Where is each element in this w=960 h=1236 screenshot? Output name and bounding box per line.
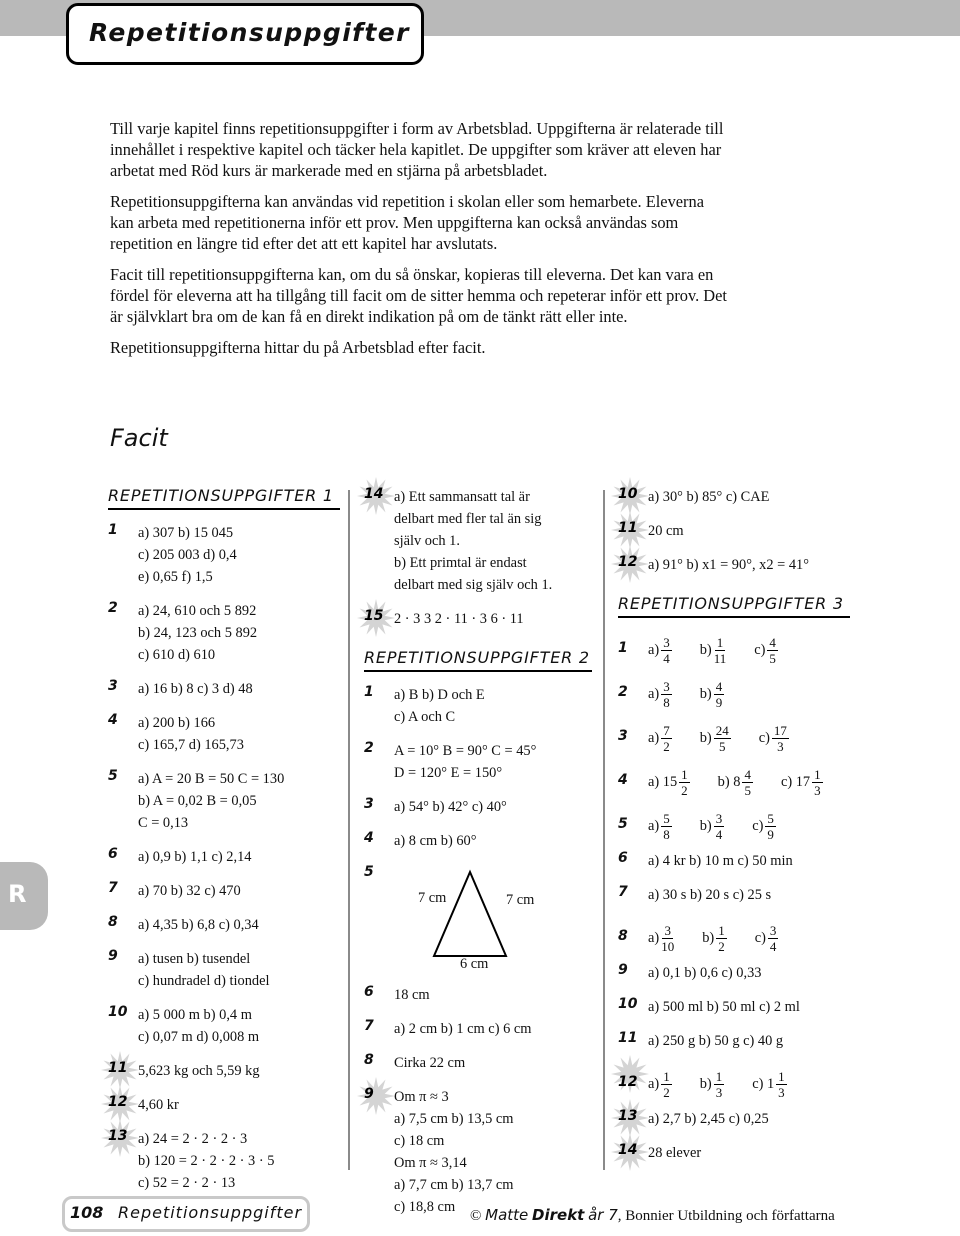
triangle-side-label: 7 cm	[506, 892, 535, 908]
answer-number: 8	[108, 914, 118, 930]
answer-number: 6	[108, 846, 118, 862]
answers-column-1	[108, 486, 340, 1206]
answer-item	[618, 554, 850, 576]
answer-line: e) 0,65 f) 1,5	[138, 569, 213, 585]
answer-item	[364, 796, 592, 818]
fraction	[765, 811, 776, 842]
answer-item	[618, 718, 850, 758]
answer-number: 4	[108, 712, 118, 728]
answer-line: 18 cm	[394, 987, 430, 1003]
numerator: 24	[715, 723, 729, 739]
answer-part-label: c)	[754, 930, 766, 946]
answer-line: a) 70 b) 32 c) 470	[138, 883, 241, 899]
numerator: 17	[773, 723, 787, 739]
answer-number: 12	[108, 1094, 128, 1110]
triangle-side-label: 7 cm	[418, 890, 447, 906]
answer-part-label: a) 15	[648, 774, 678, 790]
denominator: 3	[814, 783, 821, 799]
answer-line: a) 24 = 2 · 2 · 2 · 3	[138, 1131, 248, 1147]
answer-line: a) 307 b) 15 045	[138, 525, 234, 541]
answer-part-label: a)	[648, 818, 660, 834]
answer-number: 2	[364, 740, 374, 756]
page-title: Repetitionsuppgifter	[89, 18, 410, 47]
answer-number: 1	[364, 684, 374, 700]
answer-line: c) 205 003 d) 0,4	[138, 547, 237, 563]
answer-item	[108, 768, 340, 834]
answer-number: 15	[364, 608, 384, 624]
intro-paragraph: Repetitionsuppgifterna hittar du på Arbetsblad efter facit.	[110, 338, 486, 357]
answer-number: 10	[108, 1004, 128, 1020]
answer-number: 1	[108, 522, 118, 538]
answer-item	[618, 630, 850, 670]
denominator: 4	[715, 827, 723, 843]
fraction	[661, 1069, 672, 1100]
denominator: 5	[769, 651, 776, 667]
answer-item	[364, 830, 592, 852]
answer-line: a) 91° b) x1 = 90°, x2 = 41°	[648, 557, 809, 573]
section-heading: REPETITIONSUPPGIFTER 3	[618, 594, 850, 618]
denominator: 5	[744, 783, 751, 799]
answer-item	[108, 678, 340, 700]
answer-item	[618, 884, 850, 906]
answer-number: 3	[364, 796, 374, 812]
answer-number: 9	[618, 962, 628, 978]
answer-number: 7	[364, 1018, 374, 1034]
answer-item	[618, 1142, 850, 1164]
answer-line	[648, 1064, 850, 1104]
numerator: 1	[716, 635, 724, 651]
fraction	[742, 767, 753, 798]
answer-number: 3	[108, 678, 118, 694]
answer-line: a) 16 b) 8 c) 3 d) 48	[138, 681, 253, 697]
answer-item	[364, 486, 592, 596]
numerator: 3	[663, 635, 670, 651]
answer-part-label: a)	[648, 730, 660, 746]
answer-item	[618, 674, 850, 714]
answer-item	[618, 1108, 850, 1130]
answer-number: 2	[618, 684, 628, 700]
answer-line: a) 30 s b) 20 s c) 25 s	[648, 887, 772, 903]
answer-line: a) Ett sammansatt tal är	[394, 489, 530, 505]
copyright-symbol: ©	[470, 1208, 482, 1224]
footer-credit	[470, 1206, 835, 1225]
section-heading: REPETITIONSUPPGIFTER 1	[108, 486, 340, 510]
answer-item	[364, 684, 592, 728]
answer-line: 28 elever	[648, 1145, 702, 1161]
denominator: 10	[661, 939, 675, 955]
answer-line: a) 24, 610 och 5 892	[138, 603, 257, 619]
section-heading: REPETITIONSUPPGIFTER 2	[364, 648, 592, 672]
answer-item	[618, 806, 850, 846]
answer-line	[648, 806, 850, 846]
answer-item	[618, 762, 850, 802]
numerator: 1	[718, 923, 725, 939]
numerator: 7	[663, 723, 670, 739]
answer-line: Om π ≈ 3,14	[394, 1155, 467, 1171]
page-title-box	[66, 3, 424, 65]
fraction	[772, 723, 789, 754]
answer-line: a) 54° b) 42° c) 40°	[394, 799, 507, 815]
answer-item	[618, 996, 850, 1018]
answer-number: 8	[364, 1052, 374, 1068]
numerator: 3	[664, 923, 671, 939]
answer-number: 11	[618, 520, 638, 536]
answer-line	[648, 762, 850, 802]
answer-part-label: b)	[699, 642, 712, 658]
numerator: 5	[767, 811, 774, 827]
answer-item	[364, 1086, 592, 1218]
page-number: 108	[70, 1203, 104, 1222]
answer-line: a) 30° b) 85° c) CAE	[648, 489, 770, 505]
answer-item	[108, 1094, 340, 1116]
answer-number: 4	[618, 772, 628, 788]
denominator: 3	[777, 739, 784, 755]
answer-line: c) 18,8 cm	[394, 1199, 456, 1215]
fraction	[812, 767, 823, 798]
answers-column-3	[618, 486, 850, 1176]
answer-line: 5,623 kg och 5,59 kg	[138, 1063, 260, 1079]
answer-item	[618, 1030, 850, 1052]
answer-line: själv och 1.	[394, 533, 460, 549]
denominator: 8	[663, 695, 670, 711]
answer-line: 2 · 3 3 2 · 11 · 3 6 · 11	[394, 611, 524, 627]
answer-line: delbart med sig själv och 1.	[394, 577, 553, 593]
answer-line: c) hundradel d) tiondel	[138, 973, 270, 989]
answer-item	[618, 918, 850, 958]
answer-number: 12	[618, 554, 638, 570]
triangle-side-label: 6 cm	[460, 956, 489, 972]
column-divider	[603, 490, 605, 1170]
answer-line	[648, 630, 850, 670]
fraction	[716, 923, 727, 954]
answer-part-label: c)	[754, 642, 766, 658]
answer-line: a) 4,35 b) 6,8 c) 0,34	[138, 917, 259, 933]
answer-item	[618, 486, 850, 508]
denominator: 3	[778, 1085, 785, 1101]
triangle-figure	[364, 864, 592, 976]
denominator: 2	[663, 739, 670, 755]
answer-part-label: c)	[752, 818, 764, 834]
intro-paragraph: Till varje kapitel finns repetitionsuppgifter i form av Arbetsblad. Uppgifterna är relaterade till innehållet i respektive kapitel och täcker hela kapitlet. De uppgifter som kräver att eleven har arbetat med Röd kurs är markerade med en stjärna på arbetsbladet.	[110, 119, 724, 180]
answer-part-label: c) 1	[752, 1076, 775, 1092]
answer-line: delbart med fler tal än sig	[394, 511, 542, 527]
answer-line: D = 120° E = 150°	[394, 765, 503, 781]
numerator: 1	[663, 1069, 670, 1085]
numerator: 3	[663, 679, 670, 695]
answer-line: b) 24, 123 och 5 892	[138, 625, 258, 641]
numerator: 3	[769, 923, 777, 939]
numerator: 1	[778, 1069, 785, 1085]
answer-number: 5	[618, 816, 628, 832]
answer-line: a) 250 g b) 50 g c) 40 g	[648, 1033, 784, 1049]
book-title-c: år 7	[588, 1206, 618, 1224]
numerator: 4	[715, 679, 723, 695]
denominator: 3	[715, 1085, 723, 1101]
answer-line: a) tusen b) tusendel	[138, 951, 251, 967]
answers-column-2	[364, 486, 592, 1230]
answer-part-label: a)	[648, 686, 660, 702]
denominator: 5	[718, 739, 726, 755]
answer-part-label: b)	[699, 818, 712, 834]
numerator: 1	[681, 767, 688, 783]
answer-number: 6	[618, 850, 628, 866]
answer-line	[648, 918, 850, 958]
fraction	[714, 723, 731, 754]
answer-number: 13	[618, 1108, 638, 1124]
answer-item	[364, 1018, 592, 1040]
answer-line: a) 2,7 b) 2,45 c) 0,25	[648, 1111, 769, 1127]
answer-number: 8	[618, 928, 628, 944]
answer-item	[364, 608, 592, 630]
answer-line: a) 5 000 m b) 0,4 m	[138, 1007, 252, 1023]
answer-item	[618, 1064, 850, 1104]
answer-number: 13	[108, 1128, 128, 1144]
answer-line: 4,60 kr	[138, 1097, 179, 1113]
answer-line: Cirka 22 cm	[394, 1055, 466, 1071]
answer-number: 3	[618, 728, 628, 744]
denominator: 8	[663, 827, 670, 843]
answer-part-label: c)	[758, 730, 770, 746]
denominator: 9	[767, 827, 774, 843]
denominator: 9	[715, 695, 723, 711]
answer-line: a) 8 cm b) 60°	[394, 833, 477, 849]
answer-line: a) B b) D och E	[394, 687, 485, 703]
book-title-a: Matte	[485, 1206, 529, 1224]
answer-line: c) 18 cm	[394, 1133, 445, 1149]
answer-item	[108, 846, 340, 868]
numerator: 3	[715, 811, 723, 827]
fraction	[679, 767, 690, 798]
answer-item	[364, 1052, 592, 1074]
answer-line: c) 165,7 d) 165,73	[138, 737, 244, 753]
answer-part-label: b)	[699, 686, 712, 702]
answer-part-label: b) 8	[717, 774, 741, 790]
answer-number: 7	[108, 880, 118, 896]
facit-heading: Facit	[110, 424, 168, 452]
answer-number: 14	[364, 486, 384, 502]
answer-line: b) Ett primtal är endast	[394, 555, 527, 571]
answer-part-label: c) 17	[780, 774, 811, 790]
answer-line: a) 500 ml b) 50 ml c) 2 ml	[648, 999, 800, 1015]
denominator: 4	[769, 939, 777, 955]
answer-number: 11	[618, 1030, 638, 1046]
answer-item	[108, 1128, 340, 1194]
answer-part-label: a)	[648, 930, 660, 946]
red-course-tab	[0, 862, 48, 930]
answer-line: a) A = 20 B = 50 C = 130	[138, 771, 285, 787]
fraction	[714, 1069, 725, 1100]
answer-item	[618, 962, 850, 984]
answer-part-label: a)	[648, 1076, 660, 1092]
answer-number: 11	[108, 1060, 128, 1076]
answer-number: 14	[618, 1142, 638, 1158]
answer-item	[108, 600, 340, 666]
book-title-b: Direkt	[532, 1206, 585, 1224]
numerator: 1	[814, 767, 821, 783]
footer-title: Repetitionsuppgifter	[118, 1203, 303, 1222]
fraction	[661, 811, 672, 842]
answer-line: a) 4 kr b) 10 m c) 50 min	[648, 853, 793, 869]
numerator: 4	[744, 767, 751, 783]
fraction	[714, 635, 727, 666]
fraction	[776, 1069, 787, 1100]
answer-line	[648, 674, 850, 714]
intro-paragraph: Facit till repetitionsuppgifterna kan, om du så önskar, kopieras till eleverna. Det kan vara en fördel för eleverna att ha tillgång till facit om de sitter hemma och repeterar inför ett prov. Det är självklart bra om de kan få en direkt indikation på om de tänkt rätt eller inte.	[110, 265, 727, 326]
answer-line: 20 cm	[648, 523, 684, 539]
answer-line: c) A och C	[394, 709, 456, 725]
answer-item	[618, 520, 850, 542]
answer-line	[648, 718, 850, 758]
answer-item	[108, 948, 340, 992]
triangle-diagram	[394, 864, 594, 974]
answer-line: c) 610 d) 610	[138, 647, 216, 663]
red-course-letter: R	[8, 880, 27, 908]
answer-part-label: a)	[648, 642, 660, 658]
fraction	[661, 723, 672, 754]
answer-number: 10	[618, 996, 638, 1012]
fraction	[767, 635, 778, 666]
answer-line: a) 200 b) 166	[138, 715, 216, 731]
answer-line: A = 10° B = 90° C = 45°	[394, 743, 537, 759]
denominator: 4	[663, 651, 670, 667]
answer-number: 10	[618, 486, 638, 502]
answer-number: 6	[364, 984, 374, 1000]
answer-part-label: b)	[702, 930, 715, 946]
answer-line: b) 120 = 2 · 2 · 2 · 3 · 5	[138, 1153, 275, 1169]
answer-line: a) 0,1 b) 0,6 c) 0,33	[648, 965, 762, 981]
answer-number: 9	[108, 948, 118, 964]
answer-item	[108, 712, 340, 756]
answer-part-label: b)	[699, 1076, 712, 1092]
answer-item	[364, 740, 592, 784]
answer-number: 9	[364, 1086, 374, 1102]
publisher: , Bonnier Utbildning och författarna	[617, 1208, 835, 1224]
answer-line: a) 0,9 b) 1,1 c) 2,14	[138, 849, 252, 865]
answer-item	[108, 1004, 340, 1048]
answer-item	[108, 522, 340, 588]
answer-item	[108, 880, 340, 902]
answer-item	[108, 914, 340, 936]
answer-item	[108, 1060, 340, 1082]
answer-number: 7	[618, 884, 628, 900]
answer-number: 1	[618, 640, 628, 656]
denominator: 11	[713, 651, 727, 667]
fraction	[661, 923, 674, 954]
answer-number: 5	[364, 864, 374, 880]
numerator: 4	[769, 635, 776, 651]
answer-line: Om π ≈ 3	[394, 1089, 449, 1105]
denominator: 2	[681, 783, 688, 799]
answer-line: C = 0,13	[138, 815, 189, 831]
intro-text	[110, 118, 730, 368]
column-divider	[348, 490, 350, 1170]
answer-item	[364, 984, 592, 1006]
answer-number: 4	[364, 830, 374, 846]
fraction	[661, 679, 672, 710]
denominator: 2	[718, 939, 725, 955]
answer-number: 5	[108, 768, 118, 784]
answer-line: c) 52 = 2 · 2 · 13	[138, 1175, 236, 1191]
numerator: 5	[663, 811, 670, 827]
fraction	[661, 635, 672, 666]
answer-line: a) 7,7 cm b) 13,7 cm	[394, 1177, 514, 1193]
answer-line: a) 2 cm b) 1 cm c) 6 cm	[394, 1021, 532, 1037]
answer-line: a) 7,5 cm b) 13,5 cm	[394, 1111, 514, 1127]
answer-item	[618, 850, 850, 872]
answer-number: 2	[108, 600, 118, 616]
numerator: 1	[715, 1069, 723, 1085]
fraction	[714, 811, 725, 842]
fraction	[768, 923, 779, 954]
answer-line: b) A = 0,02 B = 0,05	[138, 793, 257, 809]
intro-paragraph: Repetitionsuppgifterna kan användas vid repetition i skolan eller som hemarbete. Eleverna kan arbeta med repetitionerna inför ett prov. Men uppgifterna kan också användas som repetition en längre tid efter det att ett kapitel har avslutats.	[110, 192, 704, 253]
denominator: 2	[663, 1085, 670, 1101]
fraction	[714, 679, 725, 710]
answer-number: 12	[618, 1074, 638, 1090]
answer-part-label: b)	[699, 730, 712, 746]
answer-line: c) 0,07 m d) 0,008 m	[138, 1029, 260, 1045]
